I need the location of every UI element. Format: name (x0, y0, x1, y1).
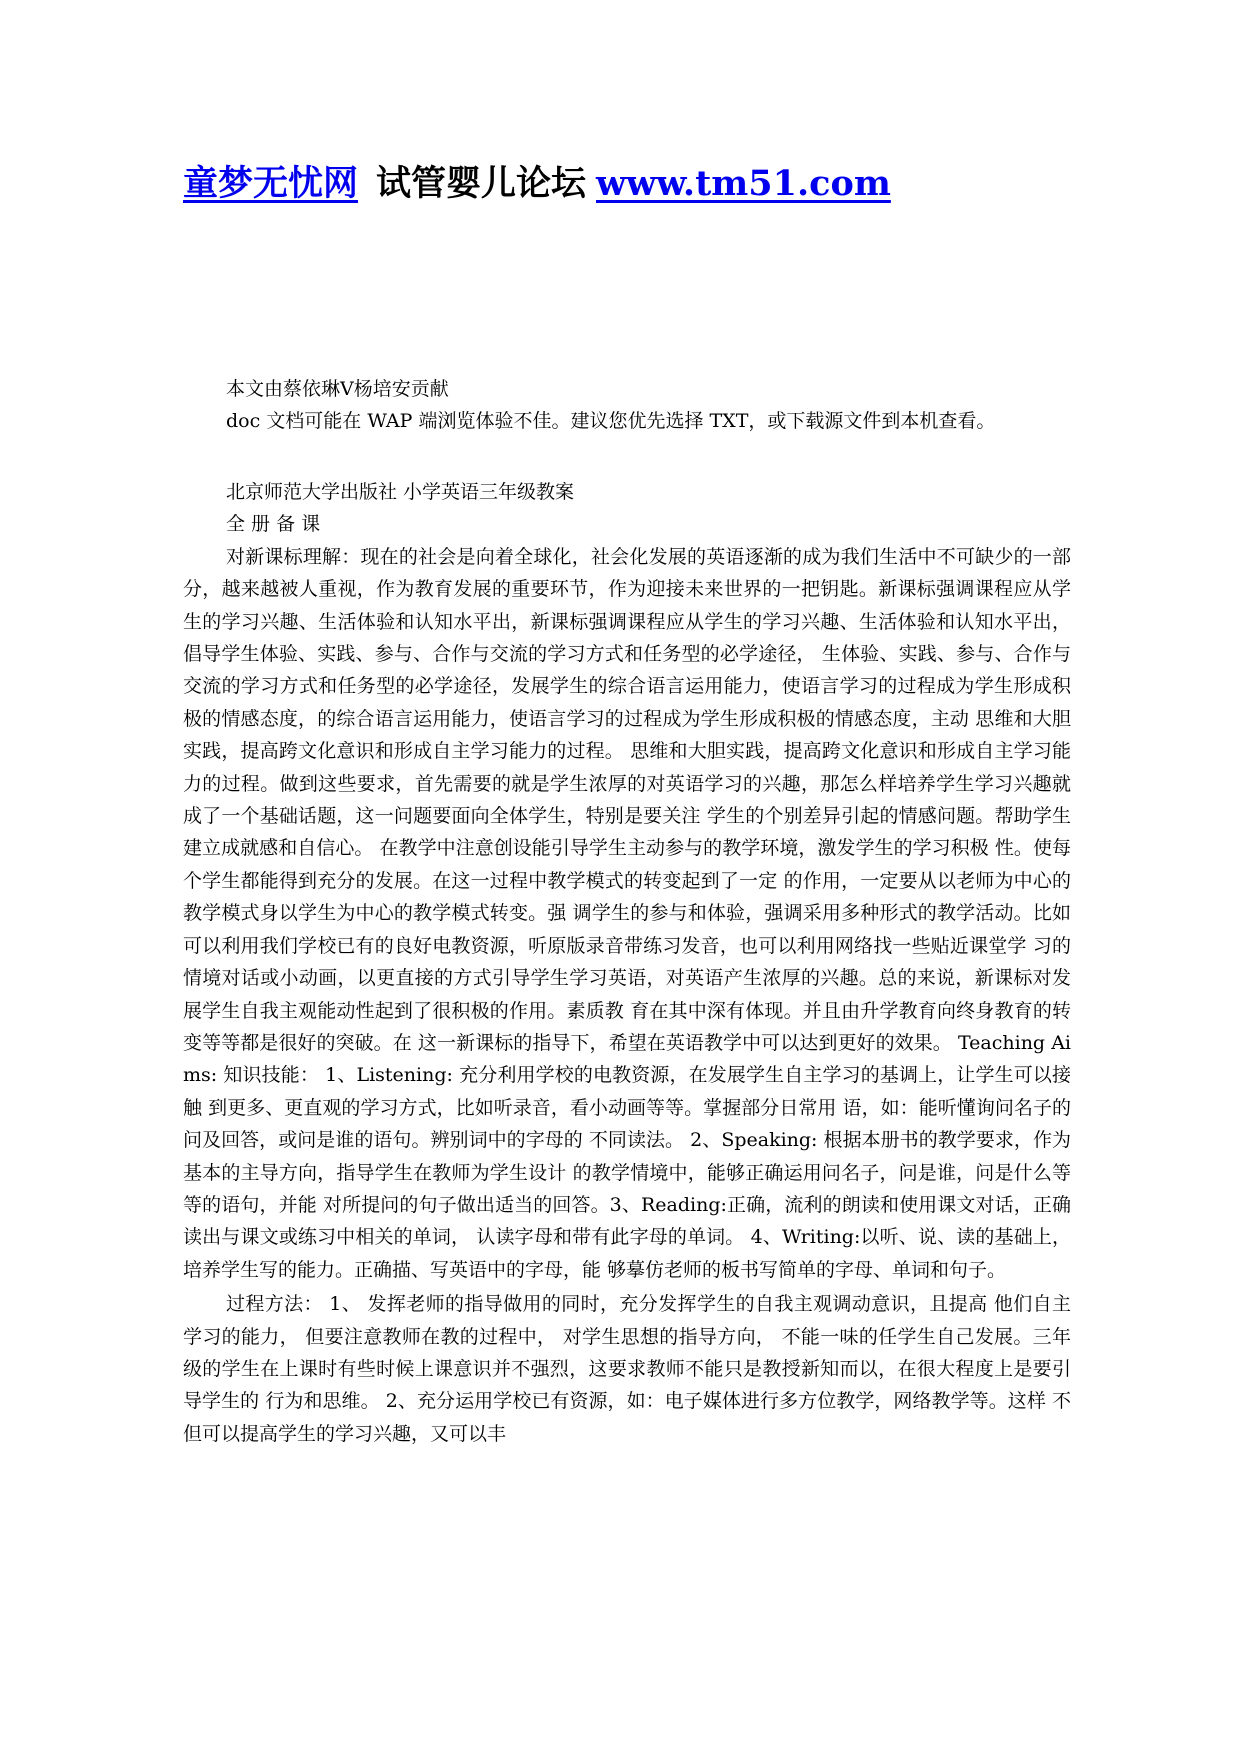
contributor-line: 本文由蔡依琳Ⅴ杨培安贡献 (226, 378, 449, 400)
document-body (183, 476, 1071, 1450)
site-name-link[interactable]: 童梦无忧网 (183, 163, 359, 204)
body-paragraph: 对新课标理解：现在的社会是向着全球化，社会化发展的英语逐渐的成为我们生活中不可缺少的一部分，越来越被人重视，作为教育发展的重要环节，作为迎接未来世界的一把钥匙。新课标强调课程应从学生的学习兴趣、生活体验和认知水平出，新课标强调课程应从学生的学习兴趣、生活体验和认知水平出，倡导学生体验、实践、参与、合作与交流的学习方式和任务型的必学途径， 生体验、实践、参与、合作与交流的学习方式和任务型的必学途径，发展学生的综合语言运用能力，使语言学习的过程成为学生形成积极的情感态度，的综合语言运用能力，使语言学习的过程成为学生形成积极的情感态度，主动 思维和大胆实践，提高跨文化意识和形成自主学习能力的过程。 思维和大胆实践，提高跨文化意识和形成自主学习能力的过程。做到这些要求，首先需要的就是学生浓厚的对英语学习的兴趣，那怎么样培养学生学习兴趣就成了一个基础话题，这一问题要面向全体学生，特别是要关注 学生的个别差异引起的情感问题。帮助学生建立成就感和自信心。 在教学中注意创设能引导学生主动参与的教学环境，激发学生的学习积极 性。使每个学生都能得到充分的发展。在这一过程中教学模式的转变起到了一定 的作用，一定要从以老师为中心的教学模式身以学生为中心的教学模式转变。强 调学生的参与和体验，强调采用多种形式的教学活动。比如可以利用我们学校已有的良好电教资源，听原版录音带练习发音，也可以利用网络找一些贴近课堂学 习的情境对话或小动画，以更直接的方式引导学生学习英语，对英语产生浓厚的兴趣。总的来说，新课标对发展学生自我主观能动性起到了很积极的作用。素质教 育在其中深有体现。并且由升学教育向终身教育的转变等等都是很好的突破。在 这一新课标的指导下，希望在英语教学中可以达到更好的效果。 Teaching Aims: 知识技能： 1、Listening: 充分利用学校的电教资源，在发展学生自主学习的基调上，让学生可以接触 到更多、更直观的学习方式，比如听录音，看小动画等等。掌握部分日常用 语，如：能听懂询问名子的问及回答，或问是谁的语句。辨别词中的字母的 不同读法。 2、Speaking: 根据本册书的教学要求，作为基本的主导方向，指导学生在教师为学生设计 的教学情境中，能够正确运用问名子，问是谁，问是什么等等的语句，并能 对所提问的句子做出适当的回答。3、Reading:正确，流利的朗读和使用课文对话，正确读出与课文或练习中相关的单词， 认读字母和带有此字母的单词。 4、Writing:以听、说、读的基础上，培养学生写的能力。正确描、写英语中的字母，能 够摹仿老师的板书写简单的字母、单词和句子。 (183, 545, 1071, 1281)
forum-name: 试管婴儿论坛 (376, 163, 587, 204)
document-subtitle: 全 册 备 课 (226, 513, 321, 536)
document-meta (183, 373, 1071, 438)
site-url-link[interactable]: www.tm51.com (596, 163, 891, 204)
wap-notice-line: doc 文档可能在 WAP 端浏览体验不佳。建议您优先选择 TXT，或下载源文件到本机查看。 (226, 410, 996, 433)
document-title: 北京师范大学出版社 小学英语三年级教案 (226, 481, 575, 503)
body-paragraph: 过程方法： 1、 发挥老师的指导做用的同时，充分发挥学生的自我主观调动意识，且提高 他们自主学习的能力， 但要注意教师在教的过程中， 对学生思想的指导方向， 不能一味的任学生自己发展。三年级的学生在上课时有些时候上课意识并不强烈，这要求教师不能只是教授新知而以，在很大程度上是要引导学生的 行为和思维。 2、充分运用学校已有资源，如：电子媒体进行多方位教学，网络教学等。这样 不但可以提高学生的学习兴趣，又可以丰 (183, 1293, 1071, 1445)
site-header (183, 160, 891, 208)
